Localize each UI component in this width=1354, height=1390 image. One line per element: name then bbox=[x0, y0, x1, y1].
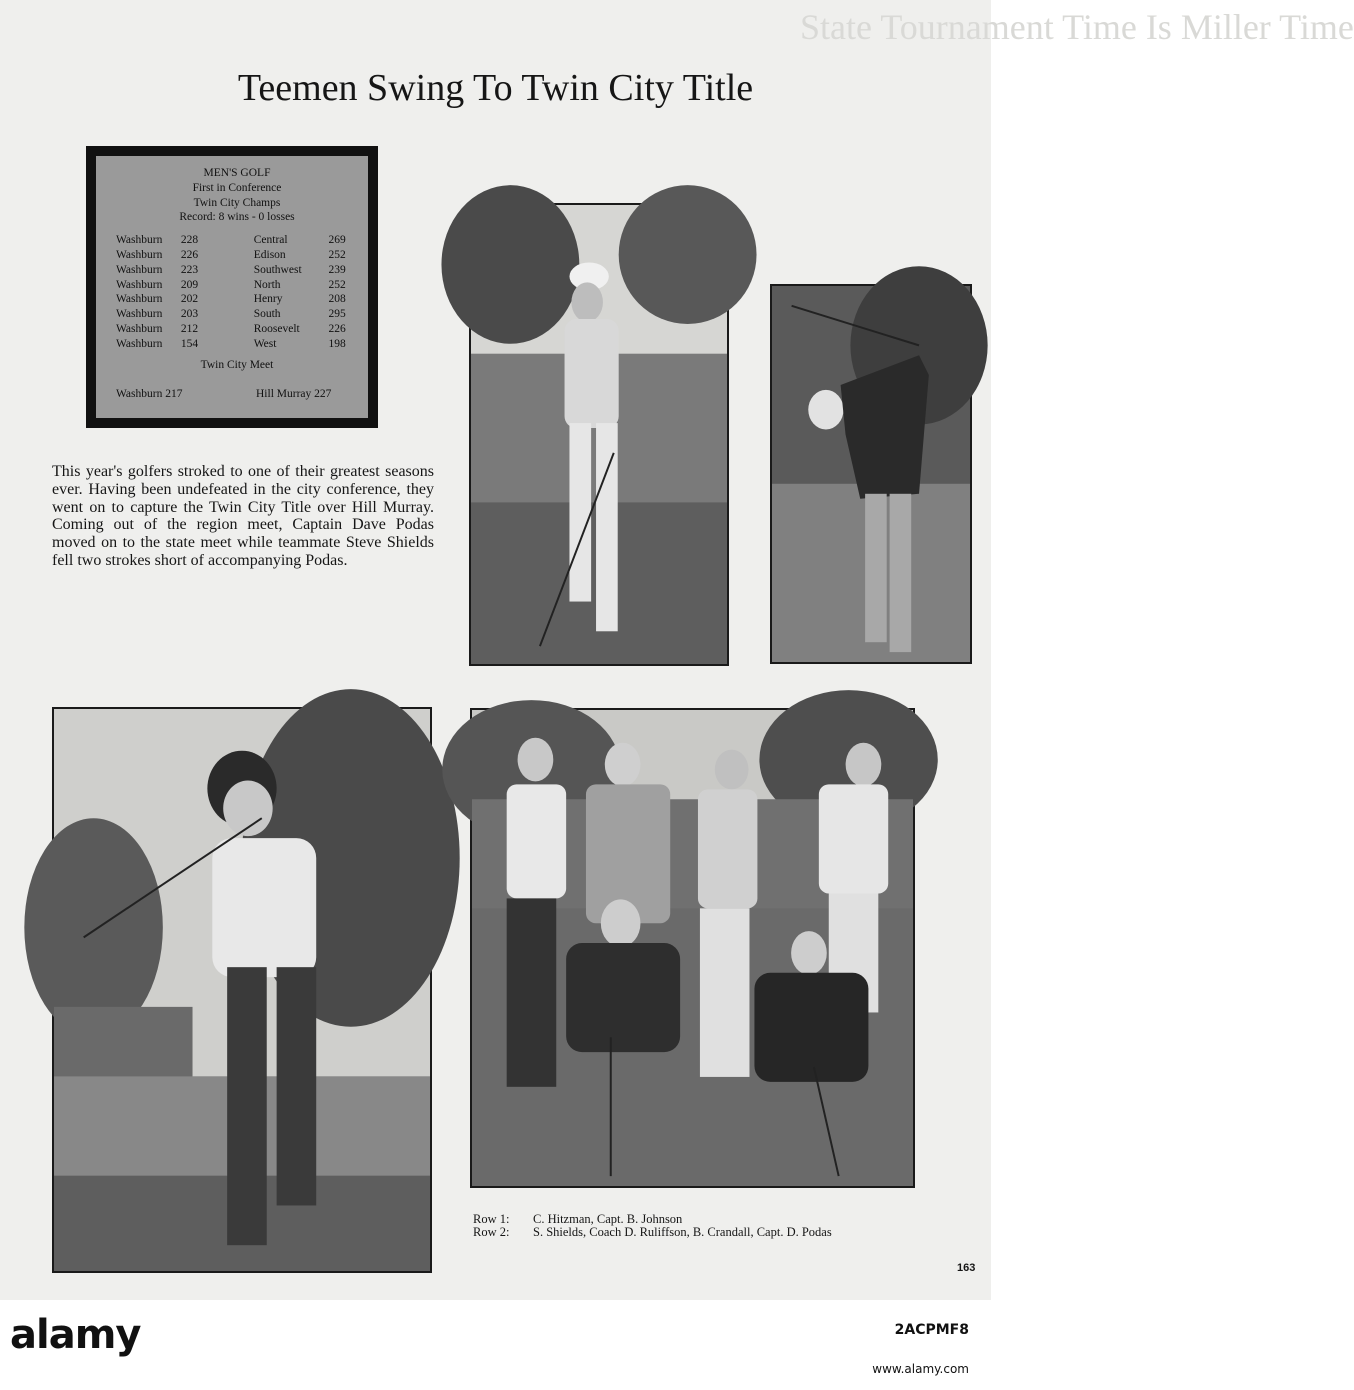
score-row: Washburn 154 West 198 bbox=[116, 337, 346, 350]
meet-heading: Twin City Meet bbox=[200, 358, 274, 371]
score-row: Washburn 202 Henry 208 bbox=[116, 293, 346, 306]
stats-box bbox=[86, 146, 378, 428]
caption-row-label: Row 1: bbox=[473, 1212, 510, 1226]
stock-url: www.alamy.com bbox=[872, 1362, 969, 1376]
stats-heading-line: Record: 8 wins - 0 losses bbox=[179, 211, 295, 224]
meet-result: Washburn 217 Hill Murray 227 bbox=[116, 388, 332, 401]
photo-golfer-putting bbox=[469, 203, 729, 666]
score-row: Washburn 212 Roosevelt 226 bbox=[116, 322, 346, 335]
page-number: 163 bbox=[957, 1262, 976, 1274]
photo-golfer-backswing bbox=[770, 284, 972, 664]
score-row: Washburn 223 Southwest 239 bbox=[116, 263, 346, 276]
stock-watermark-strip bbox=[0, 1300, 991, 1390]
score-row: Washburn 228 Central 269 bbox=[116, 234, 346, 247]
page-title: Teemen Swing To Twin City Title bbox=[237, 67, 754, 109]
caption-row-names: C. Hitzman, Capt. B. Johnson bbox=[533, 1212, 683, 1226]
caption-row-names: S. Shields, Coach D. Ruliffson, B. Crandall, Capt. D. Podas bbox=[533, 1224, 832, 1239]
stock-image-id: 2ACPMF8 bbox=[894, 1322, 969, 1338]
stats-heading-line: First in Conference bbox=[192, 181, 282, 194]
bleed-through-title: State Tournament Time Is Miller Time bbox=[800, 7, 1354, 47]
photo-team-group bbox=[470, 708, 915, 1188]
stats-heading-line: MEN'S GOLF bbox=[203, 167, 271, 179]
article-body: This year's golfers stroked to one of their greatest seasons ever. Having been undefeated in the city conference, they went on to capture the Twin City Title over Hill Murray. Coming out of the region meet, Captain Dave Podas moved on to the state meet while teammate Steve Shields fell two strokes short of accompanying Podas. bbox=[52, 463, 434, 569]
score-row: Washburn 226 Edison 252 bbox=[116, 248, 346, 261]
stats-heading-line: Twin City Champs bbox=[193, 196, 281, 209]
score-row: Washburn 209 North 252 bbox=[116, 278, 346, 291]
photo-golfer-follow-through bbox=[52, 707, 432, 1273]
group-photo-caption bbox=[473, 1213, 832, 1238]
score-row: Washburn 203 South 295 bbox=[116, 308, 346, 321]
caption-row-label: Row 2: bbox=[473, 1224, 510, 1239]
stock-logo: alamy bbox=[10, 1312, 141, 1358]
